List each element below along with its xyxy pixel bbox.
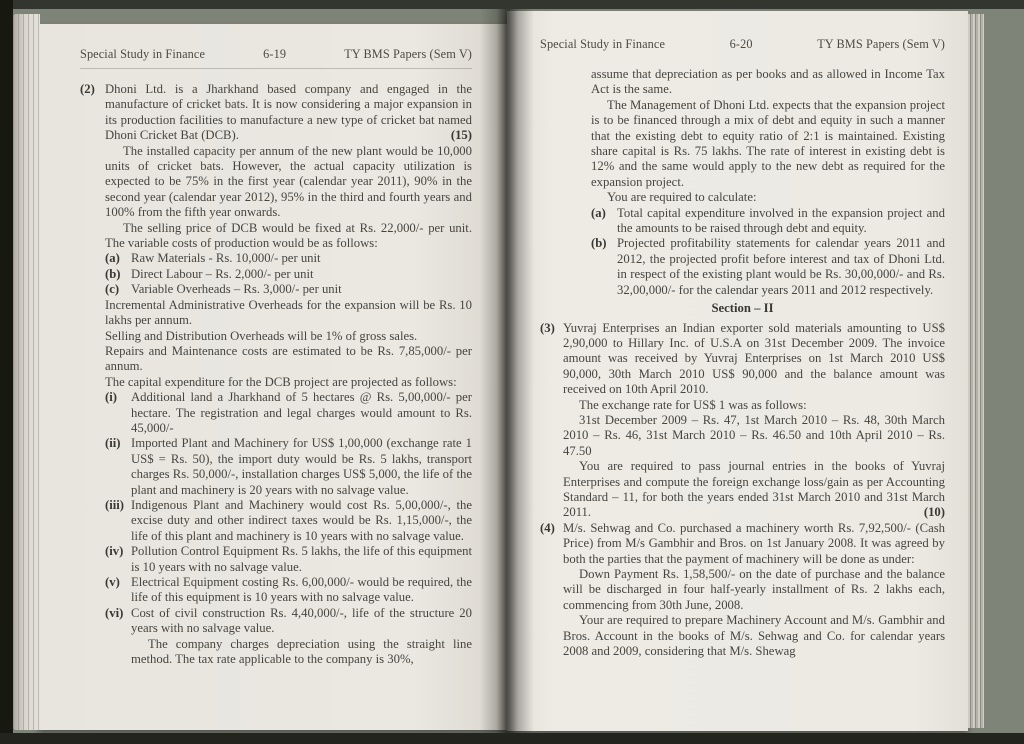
list-label: (b) [591,236,607,251]
paragraph-text: You are required to calculate: [607,190,757,205]
list-item [591,206,945,237]
list-item [105,544,472,575]
question-item [80,82,472,144]
question-number: (4) [540,520,555,535]
list-item [105,575,472,606]
list-item [105,251,472,266]
left-page [38,24,507,730]
list-item [105,267,472,282]
page-header [540,37,945,52]
paragraph-text: The capital expenditure for the DCB project are projected as follows: [105,374,457,389]
list-item [105,606,472,637]
question-text: M/s. Sehwag and Co. purchased a machinery worth Rs. 7,92,500/- (Cash Price) from M/s Gambhir and Bros. on 1st January 2008. It was agreed by both the parties that the payment of machinery will be done as under: [563,520,945,566]
list-text: Raw Materials - Rs. 10,000/- per unit [131,251,321,266]
paragraph-text: 31st December 2009 – Rs. 47, 1st March 2010 – Rs. 48, 30th March 2010 – Rs. 46, 31st March 2010 – Rs. 46.50 and 10th April 2010 – Rs. 47.50 [563,412,945,458]
paragraph-text: The Management of Dhoni Ltd. expects that the expansion project is to be financed through a mix of debt and equity in such a manner that the existing debt to equity ratio of 2:1 is maintained. Existing share capital is Rs. 75 lakhs. The rate of interest in existing debt is 12% and the same would apply to the new debt as required for the expansion project. [591,97,945,189]
list-text: Imported Plant and Machinery for US$ 1,00,000 (exchange rate 1 US$ = Rs. 50), the import duty would be Rs. 5 lakhs, transport charges Rs. 50,000/-, installation charges US$ 5,000, the life of the plant and machinery is 20 years with no salvage value. [131,436,472,497]
question-number: (3) [540,320,555,335]
paragraph-text: Your are required to prepare Machinery Account and M/s. Gambhir and Bros. Account in the books of M/s. Sehwag and Co. for calendar years 2008 and 2009, considering that M/s. Shewag [563,613,945,659]
question-item [540,321,945,398]
paragraph [80,144,472,221]
list-text: Total capital expenditure involved in the expansion project and the amounts to be raised through debt and equity. [617,205,945,236]
list-item [105,390,472,436]
marks-badge: (10) [923,505,945,520]
paragraph-text: You are required to pass journal entries in the books of Yuvraj Enterprises and compute the foreign exchange loss/gain as per Accounting Standard – 11, for both the years ended 31st March 2010 and 31st March 2011. [563,459,945,520]
paragraph [591,190,945,205]
paragraph [80,221,472,252]
scanner-bottom-edge [0,733,1024,744]
left-page-body [80,82,472,667]
section-heading: Section – II [711,301,774,316]
left-page-stack-edges [13,14,40,730]
list-text: Projected profitability statements for calendar years 2011 and 2012, the projected profit before interest and tax of Dhoni Ltd. in respect of the existing plant would be Rs. 30,00,000/- and Rs. 32,00,000/- for the calendar years 2011 and 2012 respectively. [617,236,945,297]
paragraph-text: The selling price of DCB would be fixed at Rs. 22,000/- per unit. The variable costs of production would be as follows: [105,220,472,251]
list-label: (b) [105,266,121,281]
paragraph [591,98,945,190]
paragraph-text: The installed capacity per annum of the new plant would be 10,000 units of cricket bats. However, the actual capacity utilization is expected to be 75% in the first year (calendar year 2011), 90% in the second year (calendar year 2012), 95% in the third and fourth years and 100% from the fifth year onwards. [105,143,472,220]
paragraph [563,398,945,413]
paragraph-text: Incremental Administrative Overheads for the expansion will be Rs. 10 lakhs per annum. [105,297,472,328]
paragraph [131,637,472,668]
right-page-body [540,67,945,659]
paragraph-text: Down Payment Rs. 1,58,500/- on the date of purchase and the balance will be discharged in four half-yearly installment of Rs. 2 lakhs each, commencing from 30th June, 2008. [563,567,945,612]
book-spine-edge [0,0,13,744]
paragraph [80,298,472,329]
list-text: Indigenous Plant and Machinery would cost Rs. 5,00,000/-, the excise duty and other indirect taxes would be Rs. 1,15,000/-, the life of this plant and machinery is 10 years with no salvage value. [131,497,472,543]
list-label: (vi) [105,605,124,620]
list-label: (ii) [105,436,121,451]
question-text: Dhoni Ltd. is a Jharkhand based company and engaged in the manufacture of cricket bats. It is now considering a major expansion in its production facilities to manufacture a new type of cricket bat named Dhoni Cricket Bat (DCB). [105,82,472,143]
header-series-title: TY BMS Papers (Sem V) [817,37,945,51]
paragraph-text: Selling and Distribution Overheads will be 1% of gross sales. [105,328,418,343]
list-label: (v) [105,575,120,589]
list-label: (c) [105,282,120,297]
right-page-stack-edges [968,14,984,728]
question-item [540,521,945,567]
list-item [105,498,472,544]
paragraph-text: The company charges depreciation using the straight line method. The tax rate applicable to the company is 30%, [131,636,472,667]
list-item [105,436,472,498]
list-label: (a) [105,251,120,266]
list-text: Direct Labour – Rs. 2,000/- per unit [131,266,314,281]
list-label: (iii) [105,497,125,512]
header-page-number: 6-19 [263,47,287,61]
page-header [80,47,472,69]
list-text: Cost of civil construction Rs. 4,40,000/-, life of the structure 20 years with no salvage value. [131,605,472,636]
list-text: Variable Overheads – Rs. 3,000/- per unit [131,282,342,297]
marks-badge: (15) [450,128,472,143]
paragraph-text: assume that depreciation as per books and as allowed in Income Tax Act is the same. [591,67,945,97]
list-text: Additional land a Jharkhand of 5 hectares @ Rs. 5,00,000/- per hectare. The registration and legal charges would amount to Rs. 45,000/- [131,390,472,435]
list-label: (iv) [105,544,124,559]
scanner-top-edge [0,0,1024,9]
paragraph-text: The exchange rate for US$ 1 was as follows: [579,397,807,412]
question-number: (2) [80,82,95,96]
right-page [507,11,968,731]
list-label: (a) [591,205,606,220]
paragraph [80,344,472,375]
paragraph [591,67,945,98]
paragraph [563,413,945,459]
paragraph [80,329,472,344]
list-item [591,236,945,298]
header-series-title: TY BMS Papers (Sem V) [344,47,472,61]
header-page-number: 6-20 [729,37,753,51]
list-text: Electrical Equipment costing Rs. 6,00,000/- would be required, the life of this equipment is 10 years with no salvage value. [131,575,472,605]
list-label: (i) [105,390,117,405]
paragraph [563,613,945,659]
paragraph-text: Repairs and Maintenance costs are estimated to be Rs. 7,85,000/- per annum. [105,343,472,374]
list-item [105,282,472,297]
list-text: Pollution Control Equipment Rs. 5 lakhs, the life of this equipment is 10 years with no salvage value. [131,544,472,574]
paragraph [563,459,945,521]
header-book-title: Special Study in Finance [540,37,666,51]
header-book-title: Special Study in Finance [80,47,206,61]
paragraph [80,375,472,390]
paragraph [563,567,945,613]
question-text: Yuvraj Enterprises an Indian exporter sold materials amounting to US$ 2,90,000 to Hillary Inc. of U.S.A on 31st December 2009. The invoice amount was received by Yuvraj Enterprises on 1st March 2010 US$ 90,000, 30th March 2010 US$ 90,000 and the balance amount was received on 10th April 2010. [563,320,945,397]
